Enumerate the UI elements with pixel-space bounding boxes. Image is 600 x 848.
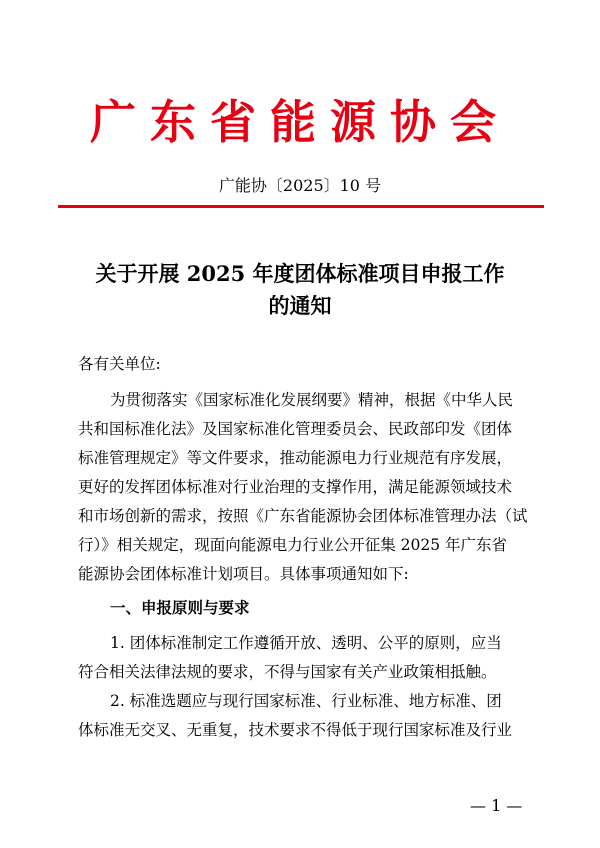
intro-line-5: 和市场创新的需求，按照《广东省能源协会团体标准管理办法（试 [78, 507, 528, 525]
notice-title-line-2: 的通知 [268, 293, 332, 318]
intro-line-1: 为贯彻落实《国家标准化发展纲要》精神，根据《中华人民 [110, 391, 514, 409]
page-number: — 1 — [470, 796, 523, 815]
notice-title-line-1: 关于开展 2025 年度团体标准项目申报工作 [95, 261, 505, 286]
intro-line-7: 能源协会团体标准计划项目。具体事项通知如下: [78, 565, 409, 583]
red-divider-line [58, 205, 544, 208]
organization-title: 广东省能源协会 [90, 95, 510, 149]
intro-line-4: 更好的发挥团体标准对行业治理的支撑作用，满足能源领域技术 [78, 478, 513, 496]
item-2-line-1: 2. 标准选题应与现行国家标准、行业标准、地方标准、团 [110, 692, 502, 710]
intro-line-6: 行）》相关规定，现面向能源电力行业公开征集 2025 年广东省 [78, 536, 508, 554]
item-1-line-1: 1. 团体标准制定工作遵循开放、透明、公平的原则，应当 [110, 634, 502, 652]
item-2-line-2: 体标准无交叉、无重复，技术要求不得低于现行国家标准及行业 [78, 721, 513, 739]
salutation: 各有关单位: [78, 355, 161, 373]
section-1-heading: 一、申报原则与要求 [110, 599, 250, 617]
intro-line-2: 共和国标准化法》及国家标准化管理委员会、民政部印发《团体 [78, 420, 513, 438]
document-number: 广能协〔2025〕10 号 [218, 176, 382, 195]
intro-line-3: 标准管理规定》等文件要求，推动能源电力行业规范有序发展， [78, 449, 513, 467]
notice-title [60, 258, 540, 322]
item-1-line-2: 符合相关法律法规的要求，不得与国家有关产业政策相抵触。 [78, 663, 497, 681]
